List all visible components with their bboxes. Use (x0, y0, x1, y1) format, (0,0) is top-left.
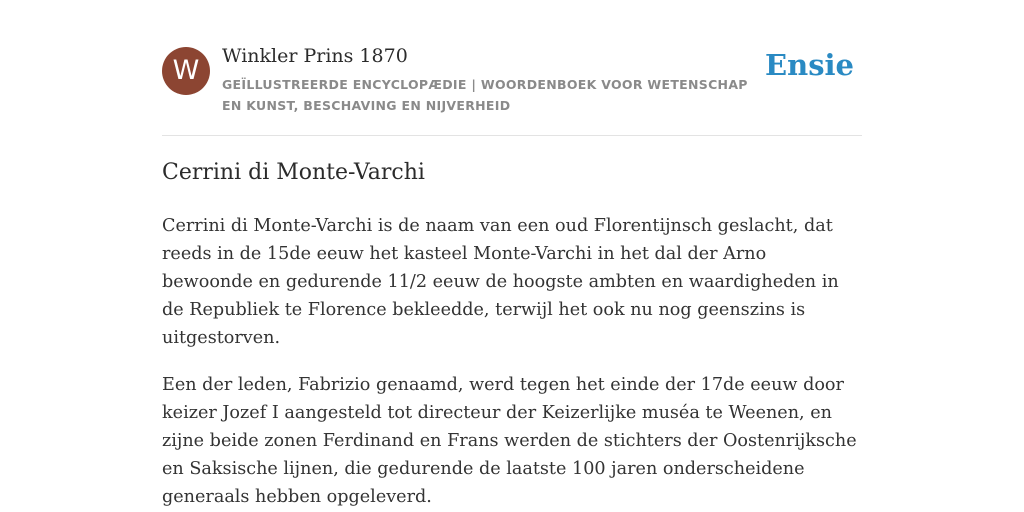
article-paragraph: Een der leden, Fabrizio genaamd, werd tegen het einde der 17de eeuw door keizer Jozef I aangesteld tot directeur der Keizerlijke muséa te Weenen, en zijne beide zonen Ferdinand en Frans werden de stichters der Oostenrijksche en Saksische lijnen, die gedurende de laatste 100 jaren onderscheidene generaals hebben opgeleverd. (162, 375, 857, 507)
article-paragraph: Cerrini di Monte-Varchi is de naam van een oud Florentijnsch geslacht, dat reeds in de 15de eeuw het kasteel Monte-Varchi in het dal der Arno bewoonde en gedurende 11/2 eeuw de hoogste ambten en waardigheden in de Republiek te Florence bekleedde, terwijl het ook nu nog geenszins is uitgestorven. (162, 216, 839, 348)
header-divider (162, 135, 862, 136)
ensie-logo-link[interactable]: Ensie (765, 48, 854, 82)
article-body (162, 212, 862, 512)
article-title: Cerrini di Monte-Varchi (162, 160, 425, 185)
source-title[interactable]: Winkler Prins 1870 (222, 45, 408, 67)
source-subtitle: GEÏLLUSTREERDE ENCYCLOPÆDIE | WOORDENBOEK VOOR WETENSCHAP EN KUNST, BESCHAVING EN NIJVERHEID (222, 77, 748, 113)
source-header (162, 44, 862, 136)
source-avatar[interactable]: W (162, 47, 210, 95)
